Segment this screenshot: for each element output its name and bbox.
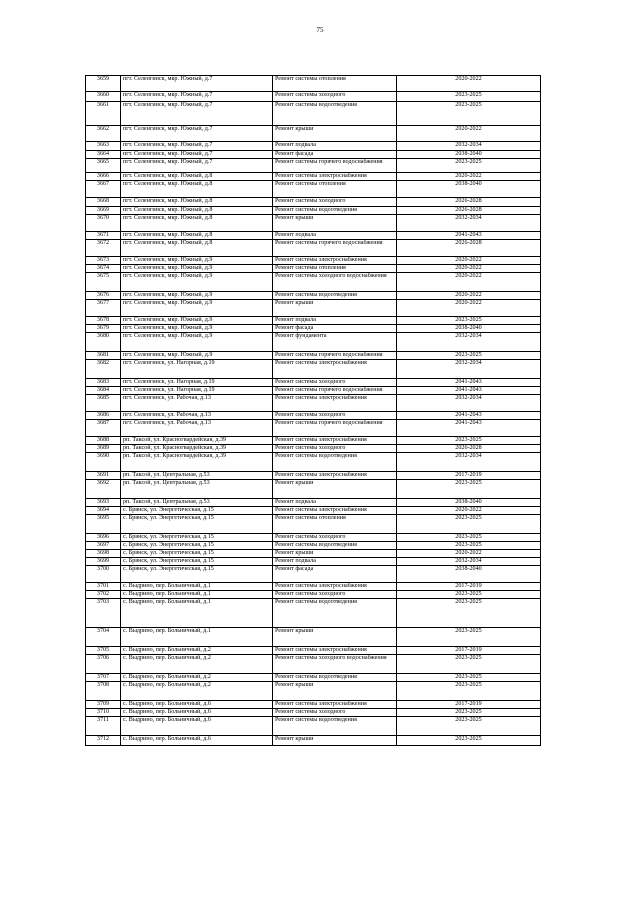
period-cell: 2032-2034 [397, 142, 541, 151]
row-number-cell: 3706 [86, 655, 121, 674]
table-row [86, 507, 541, 515]
work-type-cell: Ремонт системы холодного [273, 534, 397, 542]
work-type-cell: Ремонт системы отопления [273, 265, 397, 273]
period-cell: 2017-2019 [397, 472, 541, 480]
table-row [86, 566, 541, 583]
address-cell: рп. Таксой, ул. Красногвардейская, д.39 [121, 453, 273, 472]
address-cell: рп. Таксой, ул. Красногвардейская, д.39 [121, 445, 273, 453]
work-type-cell: Ремонт системы водоотведения [273, 599, 397, 628]
address-cell: пгт. Селенгинск, мкр. Южный, д.9 [121, 265, 273, 273]
address-cell: пгт. Селенгинск, мкр. Южный, д.8 [121, 181, 273, 198]
address-cell: с. Брянск, ул. Энергетическая, д.15 [121, 558, 273, 566]
period-cell: 2020-2022 [397, 292, 541, 300]
work-type-cell: Ремонт подвала [273, 558, 397, 566]
work-type-cell: Ремонт подвала [273, 142, 397, 151]
row-number-cell: 3668 [86, 198, 121, 207]
address-cell: с. Выдрино, пер. Больничный, д.6 [121, 701, 273, 709]
period-cell: 2020-2022 [397, 257, 541, 265]
address-cell: пгт. Селенгинск, ул. Рабочая, д.13 [121, 420, 273, 437]
table-row [86, 499, 541, 507]
address-cell: с. Выдрино, пер. Больничный, д.6 [121, 709, 273, 717]
address-cell: пгт. Селенгинск, мкр. Южный, д.8 [121, 207, 273, 215]
period-cell: 2032-2034 [397, 558, 541, 566]
work-type-cell: Ремонт системы горячего водоснабжения [273, 159, 397, 173]
address-cell: пгт. Селенгинск, мкр. Южный, д.9 [121, 257, 273, 265]
period-cell: 2023-2025 [397, 717, 541, 736]
row-number-cell: 3688 [86, 437, 121, 445]
row-number-cell: 3672 [86, 240, 121, 257]
table-row [86, 628, 541, 647]
table-row [86, 647, 541, 655]
row-number-cell: 3664 [86, 151, 121, 159]
address-cell: с. Выдрино, пер. Больничный, д.1 [121, 591, 273, 599]
row-number-cell: 3670 [86, 215, 121, 232]
work-type-cell: Ремонт системы водоотведения [273, 207, 397, 215]
address-cell: с. Брянск, ул. Энергетическая, д.15 [121, 566, 273, 583]
period-cell: 2023-2025 [397, 515, 541, 534]
table-row [86, 317, 541, 325]
address-cell: пгт. Селенгинск, ул. Нагорная, д.19 [121, 387, 273, 395]
work-type-cell: Ремонт системы холодного [273, 379, 397, 387]
work-type-cell: Ремонт подвала [273, 499, 397, 507]
work-type-cell: Ремонт системы холодного [273, 445, 397, 453]
period-cell: 2023-2025 [397, 655, 541, 674]
table-row [86, 420, 541, 437]
work-type-cell: Ремонт фасада [273, 325, 397, 333]
address-cell: пгт. Селенгинск, мкр. Южный, д.7 [121, 76, 273, 92]
table-row [86, 352, 541, 360]
table-row [86, 240, 541, 257]
table-row [86, 273, 541, 292]
address-cell: с. Брянск, ул. Энергетическая, д.15 [121, 550, 273, 558]
address-cell: рп. Таксой, ул. Красногвардейская, д.39 [121, 437, 273, 445]
address-cell: с. Выдрино, пер. Больничный, д.2 [121, 655, 273, 674]
table-row [86, 472, 541, 480]
work-type-cell: Ремонт системы горячего водоснабжения [273, 352, 397, 360]
table-row [86, 437, 541, 445]
period-cell: 2023-2025 [397, 599, 541, 628]
work-type-cell: Ремонт системы водоотведения [273, 674, 397, 682]
address-cell: рп. Таксой, ул. Центральная, д.53 [121, 472, 273, 480]
row-number-cell: 3687 [86, 420, 121, 437]
table-body [86, 76, 541, 746]
address-cell: пгт. Селенгинск, ул. Рабочая, д.13 [121, 412, 273, 420]
row-number-cell: 3689 [86, 445, 121, 453]
address-cell: пгт. Селенгинск, мкр. Южный, д.7 [121, 159, 273, 173]
period-cell: 2038-2040 [397, 499, 541, 507]
row-number-cell: 3684 [86, 387, 121, 395]
table-row [86, 709, 541, 717]
address-cell: пгт. Селенгинск, мкр. Южный, д.9 [121, 352, 273, 360]
row-number-cell: 3702 [86, 591, 121, 599]
work-type-cell: Ремонт подвала [273, 317, 397, 325]
work-type-cell: Ремонт крыши [273, 628, 397, 647]
period-cell: 2026-2028 [397, 198, 541, 207]
row-number-cell: 3674 [86, 265, 121, 273]
address-cell: пгт. Селенгинск, мкр. Южный, д.7 [121, 142, 273, 151]
table-row [86, 333, 541, 352]
table-row [86, 534, 541, 542]
period-cell: 2023-2025 [397, 102, 541, 126]
row-number-cell: 3685 [86, 395, 121, 412]
row-number-cell: 3705 [86, 647, 121, 655]
row-number-cell: 3659 [86, 76, 121, 92]
address-cell: пгт. Селенгинск, мкр. Южный, д.9 [121, 325, 273, 333]
period-cell: 2023-2025 [397, 92, 541, 102]
work-type-cell: Ремонт системы горячего водоснабжения [273, 240, 397, 257]
table-row [86, 599, 541, 628]
address-cell: с. Выдрино, пер. Больничный, д.6 [121, 717, 273, 736]
table-row [86, 387, 541, 395]
table-row [86, 682, 541, 701]
period-cell: 2023-2025 [397, 674, 541, 682]
work-type-cell: Ремонт системы электроснабжения [273, 583, 397, 591]
table-row [86, 591, 541, 599]
row-number-cell: 3680 [86, 333, 121, 352]
work-type-cell: Ремонт системы электроснабжения [273, 701, 397, 709]
period-cell: 2041-2043 [397, 379, 541, 387]
work-type-cell: Ремонт системы отопления [273, 181, 397, 198]
table-row [86, 558, 541, 566]
work-type-cell: Ремонт фундамента [273, 333, 397, 352]
address-cell: пгт. Селенгинск, мкр. Южный, д.8 [121, 173, 273, 181]
address-cell: пгт. Селенгинск, мкр. Южный, д.7 [121, 126, 273, 142]
table-row [86, 173, 541, 181]
row-number-cell: 3676 [86, 292, 121, 300]
table-row [86, 445, 541, 453]
table-row [86, 453, 541, 472]
work-type-cell: Ремонт системы электроснабжения [273, 647, 397, 655]
period-cell: 2032-2034 [397, 333, 541, 352]
table-row [86, 102, 541, 126]
work-type-cell: Ремонт крыши [273, 126, 397, 142]
row-number-cell: 3662 [86, 126, 121, 142]
period-cell: 2041-2043 [397, 420, 541, 437]
period-cell: 2020-2022 [397, 300, 541, 317]
table-row [86, 412, 541, 420]
row-number-cell: 3667 [86, 181, 121, 198]
address-cell: с. Выдрино, пер. Больничный, д.2 [121, 674, 273, 682]
table-row [86, 292, 541, 300]
row-number-cell: 3663 [86, 142, 121, 151]
period-cell: 2038-2040 [397, 151, 541, 159]
work-type-cell: Ремонт системы горячего водоснабжения [273, 420, 397, 437]
row-number-cell: 3682 [86, 360, 121, 379]
work-type-cell: Ремонт системы водоотведения [273, 453, 397, 472]
period-cell: 2023-2025 [397, 628, 541, 647]
table-row [86, 379, 541, 387]
work-type-cell: Ремонт системы электроснабжения [273, 257, 397, 265]
work-type-cell: Ремонт системы электроснабжения [273, 360, 397, 379]
period-cell: 2020-2022 [397, 76, 541, 92]
period-cell: 2020-2022 [397, 550, 541, 558]
work-type-cell: Ремонт системы водоотведения [273, 717, 397, 736]
address-cell: пгт. Селенгинск, мкр. Южный, д.9 [121, 273, 273, 292]
table-row [86, 181, 541, 198]
period-cell: 2020-2022 [397, 173, 541, 181]
work-type-cell: Ремонт системы холодного [273, 92, 397, 102]
work-type-cell: Ремонт системы электроснабжения [273, 437, 397, 445]
row-number-cell: 3675 [86, 273, 121, 292]
address-cell: пгт. Селенгинск, мкр. Южный, д.7 [121, 92, 273, 102]
work-type-cell: Ремонт системы электроснабжения [273, 472, 397, 480]
work-type-cell: Ремонт системы отопления [273, 76, 397, 92]
work-type-cell: Ремонт системы отопления [273, 515, 397, 534]
table-row [86, 92, 541, 102]
work-type-cell: Ремонт системы холодного водоснабжения [273, 655, 397, 674]
period-cell: 2023-2025 [397, 480, 541, 499]
table-row [86, 76, 541, 92]
row-number-cell: 3678 [86, 317, 121, 325]
period-cell: 2023-2025 [397, 317, 541, 325]
work-type-cell: Ремонт крыши [273, 682, 397, 701]
address-cell: рп. Таксой, ул. Центральная, д.53 [121, 480, 273, 499]
row-number-cell: 3669 [86, 207, 121, 215]
work-type-cell: Ремонт крыши [273, 215, 397, 232]
table-row [86, 142, 541, 151]
row-number-cell: 3691 [86, 472, 121, 480]
period-cell: 2023-2025 [397, 736, 541, 746]
period-cell: 2020-2022 [397, 126, 541, 142]
table-row [86, 360, 541, 379]
address-cell: пгт. Селенгинск, ул. Нагорная, д.19 [121, 379, 273, 387]
row-number-cell: 3690 [86, 453, 121, 472]
address-cell: пгт. Селенгинск, мкр. Южный, д.9 [121, 317, 273, 325]
row-number-cell: 3686 [86, 412, 121, 420]
work-type-cell: Ремонт системы водоотведения [273, 542, 397, 550]
address-cell: с. Выдрино, пер. Больничный, д.6 [121, 736, 273, 746]
address-cell: с. Брянск, ул. Энергетическая, д.15 [121, 534, 273, 542]
row-number-cell: 3697 [86, 542, 121, 550]
page-number: 75 [316, 26, 324, 34]
row-number-cell: 3703 [86, 599, 121, 628]
period-cell: 2023-2025 [397, 159, 541, 173]
row-number-cell: 3704 [86, 628, 121, 647]
row-number-cell: 3681 [86, 352, 121, 360]
row-number-cell: 3693 [86, 499, 121, 507]
period-cell: 2041-2043 [397, 232, 541, 240]
work-type-cell: Ремонт системы электроснабжения [273, 173, 397, 181]
work-type-cell: Ремонт системы холодного [273, 412, 397, 420]
address-cell: с. Выдрино, пер. Больничный, д.1 [121, 628, 273, 647]
period-cell: 2017-2019 [397, 583, 541, 591]
period-cell: 2017-2019 [397, 701, 541, 709]
table-row [86, 126, 541, 142]
table-row [86, 257, 541, 265]
period-cell: 2026-2028 [397, 240, 541, 257]
row-number-cell: 3709 [86, 701, 121, 709]
period-cell: 2023-2025 [397, 709, 541, 717]
table-row [86, 542, 541, 550]
period-cell: 2038-2040 [397, 325, 541, 333]
address-cell: с. Выдрино, пер. Больничный, д.1 [121, 583, 273, 591]
work-type-cell: Ремонт системы водоотведения [273, 102, 397, 126]
table-row [86, 674, 541, 682]
address-cell: с. Выдрино, пер. Больничный, д.1 [121, 599, 273, 628]
work-type-cell: Ремонт фасада [273, 151, 397, 159]
table-row [86, 325, 541, 333]
row-number-cell: 3661 [86, 102, 121, 126]
address-cell: пгт. Селенгинск, мкр. Южный, д.8 [121, 240, 273, 257]
table-row [86, 395, 541, 412]
period-cell: 2023-2025 [397, 437, 541, 445]
table-row [86, 550, 541, 558]
address-cell: рп. Таксой, ул. Центральная, д.53 [121, 499, 273, 507]
address-cell: с. Выдрино, пер. Больничный, д.2 [121, 682, 273, 701]
period-cell: 2023-2025 [397, 534, 541, 542]
table-row [86, 655, 541, 674]
period-cell: 2023-2025 [397, 542, 541, 550]
table-row [86, 515, 541, 534]
table-row [86, 717, 541, 736]
table-row [86, 480, 541, 499]
work-type-cell: Ремонт фасада [273, 566, 397, 583]
table-row [86, 736, 541, 746]
period-cell: 2023-2025 [397, 591, 541, 599]
table-row [86, 265, 541, 273]
row-number-cell: 3710 [86, 709, 121, 717]
address-cell: пгт. Селенгинск, мкр. Южный, д.7 [121, 151, 273, 159]
address-cell: пгт. Селенгинск, мкр. Южный, д.9 [121, 333, 273, 352]
period-cell: 2032-2034 [397, 360, 541, 379]
row-number-cell: 3698 [86, 550, 121, 558]
row-number-cell: 3694 [86, 507, 121, 515]
address-cell: с. Брянск, ул. Энергетическая, д.15 [121, 515, 273, 534]
work-type-cell: Ремонт системы холодного [273, 198, 397, 207]
period-cell: 2020-2022 [397, 265, 541, 273]
table-row [86, 232, 541, 240]
address-cell: пгт. Селенгинск, мкр. Южный, д.8 [121, 215, 273, 232]
period-cell: 2020-2022 [397, 273, 541, 292]
work-type-cell: Ремонт системы водоотведения [273, 292, 397, 300]
row-number-cell: 3671 [86, 232, 121, 240]
period-cell: 2026-2028 [397, 445, 541, 453]
row-number-cell: 3700 [86, 566, 121, 583]
address-cell: пгт. Селенгинск, мкр. Южный, д.8 [121, 232, 273, 240]
address-cell: пгт. Селенгинск, мкр. Южный, д.7 [121, 102, 273, 126]
period-cell: 2026-2028 [397, 207, 541, 215]
row-number-cell: 3696 [86, 534, 121, 542]
work-type-cell: Ремонт системы горячего водоснабжения [273, 387, 397, 395]
work-type-cell: Ремонт системы холодного водоснабжения [273, 273, 397, 292]
table-row [86, 159, 541, 173]
row-number-cell: 3665 [86, 159, 121, 173]
table-row [86, 701, 541, 709]
row-number-cell: 3673 [86, 257, 121, 265]
work-type-cell: Ремонт подвала [273, 232, 397, 240]
period-cell: 2041-2043 [397, 412, 541, 420]
table-row [86, 151, 541, 159]
period-cell: 2038-2040 [397, 566, 541, 583]
row-number-cell: 3692 [86, 480, 121, 499]
period-cell: 2020-2022 [397, 507, 541, 515]
period-cell: 2038-2040 [397, 181, 541, 198]
table-row [86, 198, 541, 207]
table-row [86, 207, 541, 215]
row-number-cell: 3712 [86, 736, 121, 746]
table-row [86, 300, 541, 317]
address-cell: пгт. Селенгинск, ул. Рабочая, д.13 [121, 395, 273, 412]
row-number-cell: 3695 [86, 515, 121, 534]
row-number-cell: 3711 [86, 717, 121, 736]
work-type-cell: Ремонт крыши [273, 300, 397, 317]
period-cell: 2017-2019 [397, 647, 541, 655]
address-cell: с. Брянск, ул. Энергетическая, д.15 [121, 542, 273, 550]
period-cell: 2032-2034 [397, 395, 541, 412]
row-number-cell: 3660 [86, 92, 121, 102]
work-type-cell: Ремонт системы холодного [273, 709, 397, 717]
table-row [86, 583, 541, 591]
row-number-cell: 3683 [86, 379, 121, 387]
address-cell: пгт. Селенгинск, мкр. Южный, д.8 [121, 198, 273, 207]
work-type-cell: Ремонт системы электроснабжения [273, 395, 397, 412]
period-cell: 2032-2034 [397, 215, 541, 232]
row-number-cell: 3699 [86, 558, 121, 566]
address-cell: пгт. Селенгинск, мкр. Южный, д.9 [121, 300, 273, 317]
work-type-cell: Ремонт системы электроснабжения [273, 507, 397, 515]
row-number-cell: 3707 [86, 674, 121, 682]
address-cell: пгт. Селенгинск, мкр. Южный, д.9 [121, 292, 273, 300]
capital-repair-table [85, 75, 541, 746]
table-row [86, 215, 541, 232]
work-type-cell: Ремонт крыши [273, 736, 397, 746]
address-cell: с. Выдрино, пер. Больничный, д.2 [121, 647, 273, 655]
row-number-cell: 3701 [86, 583, 121, 591]
row-number-cell: 3677 [86, 300, 121, 317]
period-cell: 2041-2043 [397, 387, 541, 395]
work-type-cell: Ремонт крыши [273, 550, 397, 558]
period-cell: 2023-2025 [397, 352, 541, 360]
address-cell: пгт. Селенгинск, ул. Нагорная, д.19 [121, 360, 273, 379]
period-cell: 2023-2025 [397, 682, 541, 701]
work-type-cell: Ремонт системы холодного [273, 591, 397, 599]
row-number-cell: 3666 [86, 173, 121, 181]
row-number-cell: 3679 [86, 325, 121, 333]
row-number-cell: 3708 [86, 682, 121, 701]
work-type-cell: Ремонт крыши [273, 480, 397, 499]
address-cell: с. Брянск, ул. Энергетическая, д.15 [121, 507, 273, 515]
period-cell: 2032-2034 [397, 453, 541, 472]
